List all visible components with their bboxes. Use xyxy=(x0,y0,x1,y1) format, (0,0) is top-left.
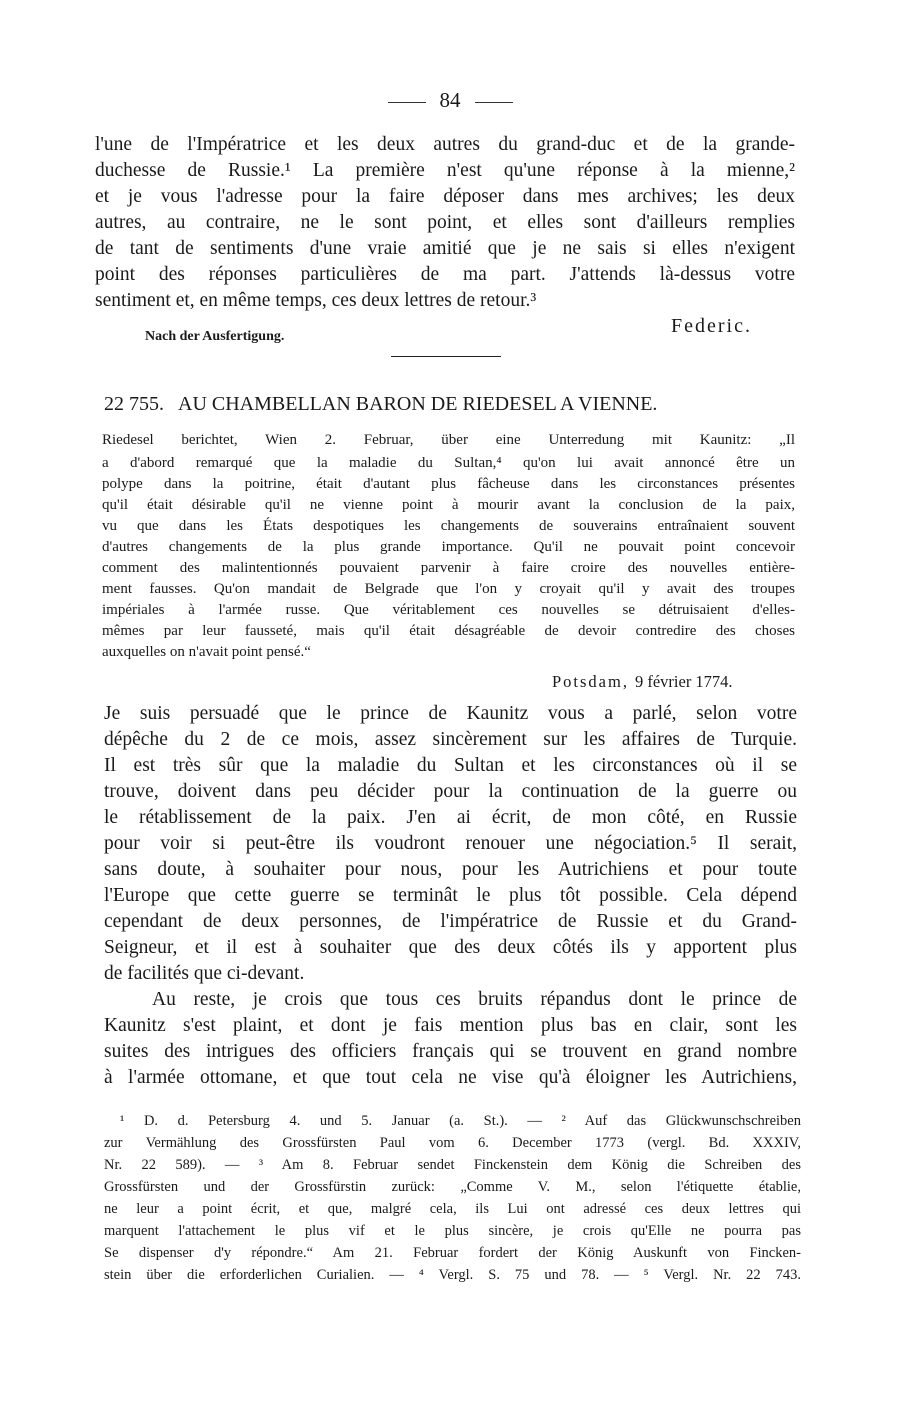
text-line: Riedesel berichtet, Wien 2. Februar, über eine Unterredung mit Kaunitz: „Il xyxy=(102,432,795,448)
page-number-header xyxy=(0,88,900,113)
text-line: d'autres changements de la plus grande importance. Qu'il ne pouvait point concevoir xyxy=(102,539,795,555)
text-line: et je vous l'adresse pour la faire déposer dans mes archives; les deux xyxy=(95,186,795,207)
footnote-line: marquent l'attachement le plus vif et le plus sincère, je crois qu'Elle ne pourra pas xyxy=(104,1223,801,1239)
text-line: Il est très sûr que la maladie du Sultan et les circonstances où il se xyxy=(104,755,797,776)
text-line: Je suis persuadé que le prince de Kaunitz vous a parlé, selon votre xyxy=(104,703,797,724)
text-line: polype dans la poitrine, était d'autant plus fâcheuse dans les circonstances présentes xyxy=(102,476,795,492)
text-line: mêmes par leur fausseté, mais qu'il était désagréable de devoir contredire des choses xyxy=(102,623,795,639)
text-line: Au reste, je crois que tous ces bruits répandus dont le prince de xyxy=(152,989,797,1010)
footnote-line: zur Vermählung des Grossfürsten Paul vom 6. December 1773 (vergl. Bd. XXXIV, xyxy=(104,1135,801,1151)
text-line: l'Europe que cette guerre se terminât le plus tôt possible. Cela dépend xyxy=(104,885,797,906)
text-line: Seigneur, et il est à souhaiter que des deux côtés ils y apportent plus xyxy=(104,937,797,958)
text-line: qu'il était désirable qu'il ne vienne point à mourir avant la conclusion de la paix, xyxy=(102,497,795,513)
text-line: à l'armée ottomane, et que tout cela ne vise qu'à éloigner les Autrichiens, xyxy=(104,1067,797,1088)
text-line: Kaunitz s'est plaint, et dont je fais mention plus bas en clair, sont les xyxy=(104,1015,797,1036)
divider xyxy=(475,102,513,103)
text-line: dépêche du 2 de ce mois, assez sincèrement sur les affaires de Turquie. xyxy=(104,729,797,750)
text-line: sentiment et, en même temps, ces deux lettres de retour.³ xyxy=(95,290,537,311)
dateline-date: 9 février 1774. xyxy=(634,672,733,691)
footnote-line: Grossfürsten und der Grossfürstin zurück: „Comme V. M., selon l'étiquette établie, xyxy=(104,1179,801,1195)
letter-heading xyxy=(104,393,657,416)
text-line: comment des malintentionnés pouvaient parvenir à faire croire des nouvelles entière- xyxy=(102,560,795,576)
letter-title: AU CHAMBELLAN BARON DE RIEDESEL A VIENNE. xyxy=(178,393,658,415)
page-number: 84 xyxy=(439,88,461,112)
text-line: pour voir si peut-être ils voudront renouer une négociation.⁵ Il serait, xyxy=(104,833,797,854)
text-line: cependant de deux personnes, de l'impératrice de Russie et du Grand- xyxy=(104,911,797,932)
footnote-line: stein über die erforderlichen Curialien. — ⁴ Vergl. S. 75 und 78. — ⁵ Vergl. Nr. 22 743. xyxy=(104,1267,801,1283)
text-line: autres, au contraire, ne le sont point, et elles sont d'ailleurs remplies xyxy=(95,212,795,233)
signature: Federic. xyxy=(671,315,752,337)
footnote-line: ¹ D. d. Petersburg 4. und 5. Januar (a. St.). — ² Auf das Glückwunschschreiben xyxy=(120,1113,801,1129)
footnote-line: ne leur a point écrit, et que, malgré cela, ils Lui ont adressé ces deux lettres qui xyxy=(104,1201,801,1217)
source-note: Nach der Ausfertigung. xyxy=(145,329,285,344)
text-line: l'une de l'Impératrice et les deux autres du grand-duc et de la grande- xyxy=(95,134,795,155)
text-line: auxquelles on n'avait point pensé.“ xyxy=(102,644,311,660)
text-line: suites des intrigues des officiers français qui se trouvent en grand nombre xyxy=(104,1041,797,1062)
letter-number: 22 755. xyxy=(104,393,164,415)
section-divider xyxy=(391,356,501,357)
divider xyxy=(388,102,426,103)
footnote-line: Se dispenser d'y répondre.“ Am 21. Februar fordert der König Auskunft von Fincken- xyxy=(104,1245,801,1261)
dateline-place: Potsdam, xyxy=(552,672,629,691)
text-line: a d'abord remarqué que la maladie du Sultan,⁴ qu'on lui avait annoncé être un xyxy=(102,455,795,471)
text-line: impériales à l'armée russe. Que véritablement ces nouvelles se détruisaient d'elles- xyxy=(102,602,795,618)
text-line: trouve, doivent dans peu décider pour la continuation de la guerre ou xyxy=(104,781,797,802)
text-line: duchesse de Russie.¹ La première n'est qu'une réponse à la mienne,² xyxy=(95,160,795,181)
dateline xyxy=(552,672,733,692)
text-line: point des réponses particulières de ma part. J'attends là-dessus votre xyxy=(95,264,795,285)
text-line: le rétablissement de la paix. J'en ai écrit, de mon côté, en Russie xyxy=(104,807,797,828)
text-line: de facilités que ci-devant. xyxy=(104,963,305,984)
text-line: vu que dans les États despotiques les changements de souverains entraînaient souvent xyxy=(102,518,795,534)
text-line: sans doute, à souhaiter pour nous, pour les Autrichiens et pour toute xyxy=(104,859,797,880)
text-line: de tant de sentiments d'une vraie amitié que je ne sais si elles n'exigent xyxy=(95,238,795,259)
footnote-line: Nr. 22 589). — ³ Am 8. Februar sendet Finckenstein dem König die Schreiben des xyxy=(104,1157,801,1173)
text-line: ment fausses. Qu'on mandait de Belgrade que l'on y croyait qu'il y avait des troupes xyxy=(102,581,795,597)
